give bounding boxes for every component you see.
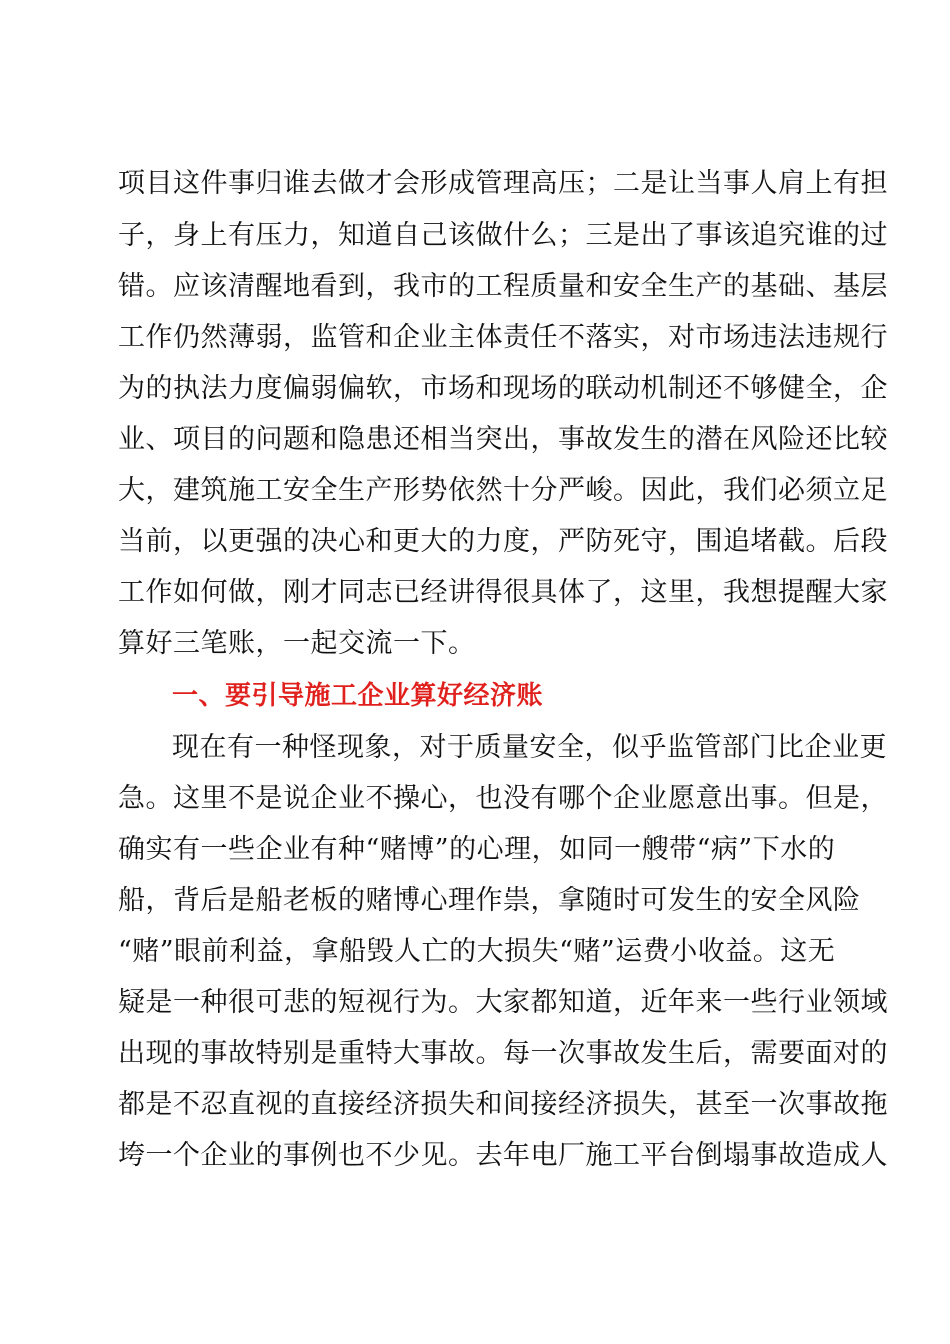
paragraph-1-line-8: 当前，以更强的决心和更大的力度，严防死守，围追堵截。后段 [118,526,888,557]
paragraph-1-line-7: 大，建筑施工安全生产形势依然十分严峻。因此，我们必须立足 [118,475,888,506]
section-heading: 一、要引导施工企业算好经济账 [172,681,544,711]
paragraph-2-line-3: 确实有一些企业有种“赌博”的心理，如同一艘带“病”下水的 [118,834,836,865]
paragraph-2-line-5: “赌”眼前利益，拿船毁人亡的大损失“赌”运费小收益。这无 [118,936,836,967]
paragraph-1-line-2: 子，身上有压力，知道自己该做什么；三是出了事该追究谁的过 [118,220,888,251]
paragraph-2-line-9: 垮一个企业的事例也不少见。去年电厂施工平台倒塌事故造成人 [118,1140,888,1171]
paragraph-1-line-9: 工作如何做，刚才同志已经讲得很具体了，这里，我想提醒大家 [118,577,888,608]
paragraph-1-line-6: 业、项目的问题和隐患还相当突出，事故发生的潜在风险还比较 [118,424,888,455]
paragraph-1-line-5: 为的执法力度偏弱偏软，市场和现场的联动机制还不够健全，企 [118,373,888,404]
paragraph-1-line-4: 工作仍然薄弱，监管和企业主体责任不落实，对市场违法违规行 [118,322,888,353]
paragraph-2-line-1: 现在有一种怪现象，对于质量安全，似乎监管部门比企业更 [172,732,887,763]
paragraph-1-line-10: 算好三笔账，一起交流一下。 [118,628,476,659]
paragraph-1-line-3: 错。应该清醒地看到，我市的工程质量和安全生产的基础、基层 [118,271,888,302]
paragraph-2-line-4: 船，背后是船老板的赌博心理作祟，拿随时可发生的安全风险 [118,885,861,916]
paragraph-2-line-2: 急。这里不是说企业不操心，也没有哪个企业愿意出事。但是， [118,783,888,814]
paragraph-1-line-1: 项目这件事归谁去做才会形成管理高压；二是让当事人肩上有担 [118,168,888,199]
paragraph-2-line-8: 都是不忍直视的直接经济损失和间接经济损失，甚至一次事故拖 [118,1089,888,1120]
paragraph-2-line-7: 出现的事故特别是重特大事故。每一次事故发生后，需要面对的 [118,1038,888,1069]
paragraph-2-line-6: 疑是一种很可悲的短视行为。大家都知道，近年来一些行业领域 [118,987,888,1018]
